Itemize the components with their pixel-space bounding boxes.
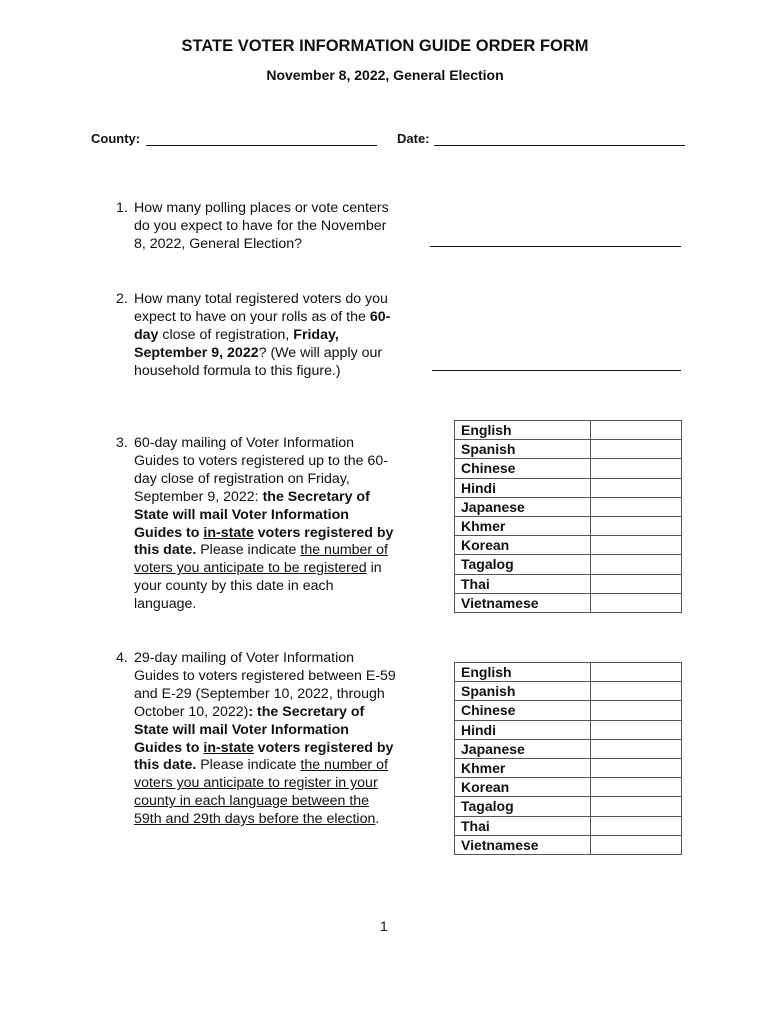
q1-answer-input[interactable] — [434, 229, 679, 244]
text-run: 29-day mailing of Voter Information Guides to voters registered between E-59 and E-29 (September 10, 2022, through October 10, 2022) — [134, 650, 396, 720]
text-run: Please indicate — [196, 542, 301, 559]
language-name: Japanese — [455, 739, 591, 758]
language-count-input[interactable] — [591, 797, 681, 815]
language-count-input[interactable] — [591, 778, 681, 796]
language-row — [455, 536, 682, 555]
language-count-input[interactable] — [591, 817, 681, 835]
language-count-cell[interactable] — [591, 459, 682, 478]
bold-text: 60-day — [134, 308, 391, 343]
language-row — [455, 440, 682, 459]
language-name: Khmer — [455, 758, 591, 777]
language-count-input[interactable] — [591, 555, 681, 573]
language-row — [455, 497, 682, 516]
language-count-input[interactable] — [591, 517, 681, 535]
language-count-cell[interactable] — [591, 593, 682, 612]
language-row — [455, 421, 682, 440]
bold-underlined-text: in-state — [203, 739, 254, 756]
q1-answer-underline — [430, 246, 681, 247]
language-name: Hindi — [455, 478, 591, 497]
language-name: Tagalog — [455, 555, 591, 574]
question-number: 3. — [116, 435, 128, 451]
language-row — [455, 816, 682, 835]
question-number: 1. — [116, 200, 128, 216]
language-name: Chinese — [455, 701, 591, 720]
language-count-input[interactable] — [591, 740, 681, 758]
county-underline — [146, 145, 377, 146]
bold-text: : the Secretary of State will mail Voter Information Guides to — [134, 703, 365, 756]
date-label: Date: — [397, 131, 430, 146]
question-text — [134, 291, 396, 381]
language-count-input[interactable] — [591, 440, 681, 458]
bold-text: voters registered by this date. — [134, 739, 394, 774]
text-run: . — [375, 811, 380, 828]
language-name: Khmer — [455, 516, 591, 535]
language-row — [455, 516, 682, 535]
question-text — [134, 435, 396, 614]
language-count-input[interactable] — [591, 663, 681, 681]
bold-text: Friday, September 9, 2022 — [134, 326, 339, 361]
language-count-cell[interactable] — [591, 835, 682, 854]
underlined-text: the number of voters you anticipate to be registered — [134, 542, 388, 577]
language-count-input[interactable] — [591, 721, 681, 739]
language-name: Spanish — [455, 440, 591, 459]
language-count-cell[interactable] — [591, 478, 682, 497]
language-name: English — [455, 663, 591, 682]
language-count-cell[interactable] — [591, 663, 682, 682]
county-input[interactable] — [150, 129, 375, 144]
language-table-q4 — [454, 662, 682, 855]
text-run: ? (We will apply our household formula to this figure.) — [134, 344, 383, 379]
text-run: Please indicate — [196, 757, 301, 774]
language-count-input[interactable] — [591, 701, 681, 719]
language-count-input[interactable] — [591, 536, 681, 554]
language-count-cell[interactable] — [591, 555, 682, 574]
language-row — [455, 835, 682, 854]
language-count-cell[interactable] — [591, 720, 682, 739]
text-run: 60-day mailing of Voter Information Guides to voters registered up to the 60-day close of registration on Friday, September 9, 2022: — [134, 435, 388, 505]
question-number: 4. — [116, 650, 128, 666]
language-row — [455, 555, 682, 574]
language-row — [455, 720, 682, 739]
date-underline — [434, 145, 685, 146]
language-row — [455, 682, 682, 701]
question-2 — [116, 291, 396, 381]
language-count-cell[interactable] — [591, 739, 682, 758]
language-name: Spanish — [455, 682, 591, 701]
date-input[interactable] — [438, 129, 683, 144]
language-count-input[interactable] — [591, 759, 681, 777]
language-row — [455, 574, 682, 593]
question-3 — [116, 435, 396, 614]
language-count-input[interactable] — [591, 498, 681, 516]
language-count-cell[interactable] — [591, 778, 682, 797]
language-name: English — [455, 421, 591, 440]
language-count-cell[interactable] — [591, 421, 682, 440]
language-row — [455, 663, 682, 682]
language-row — [455, 478, 682, 497]
language-count-input[interactable] — [591, 421, 681, 439]
bold-underlined-text: in-state — [203, 524, 254, 541]
question-number: 2. — [116, 291, 128, 307]
bold-text: voters registered by this date. — [134, 524, 394, 559]
county-label: County: — [91, 131, 141, 146]
text-run: in your county by this date in each language. — [134, 560, 382, 613]
language-count-cell[interactable] — [591, 816, 682, 835]
language-count-input[interactable] — [591, 575, 681, 593]
election-subtitle: November 8, 2022, General Election — [266, 67, 504, 83]
language-count-cell[interactable] — [591, 536, 682, 555]
language-row — [455, 797, 682, 816]
language-name: Japanese — [455, 497, 591, 516]
language-count-cell[interactable] — [591, 701, 682, 720]
language-row — [455, 758, 682, 777]
language-name: Korean — [455, 778, 591, 797]
bold-text: the Secretary of State will mail Voter Information Guides to — [134, 488, 370, 541]
q2-answer-input[interactable] — [436, 353, 679, 368]
language-name: Thai — [455, 574, 591, 593]
language-row — [455, 459, 682, 478]
language-name: Hindi — [455, 720, 591, 739]
language-row — [455, 593, 682, 612]
language-count-input[interactable] — [591, 836, 681, 854]
underlined-text: the number of voters you anticipate to register in your county in each language between the 59th and 29th days before the election — [134, 757, 388, 828]
language-row — [455, 701, 682, 720]
q2-answer-underline — [432, 370, 681, 371]
language-row — [455, 739, 682, 758]
language-row — [455, 778, 682, 797]
language-count-cell[interactable] — [591, 516, 682, 535]
language-table-q3 — [454, 420, 682, 613]
form-title: STATE VOTER INFORMATION GUIDE ORDER FORM — [181, 37, 589, 55]
question-1 — [116, 200, 396, 254]
text-run: How many total registered voters do you expect to have on your rolls as of the — [134, 291, 388, 325]
text-run: close of registration, — [158, 326, 294, 343]
language-count-input[interactable] — [591, 682, 681, 700]
language-name: Thai — [455, 816, 591, 835]
language-name: Vietnamese — [455, 593, 591, 612]
language-count-cell[interactable] — [591, 758, 682, 777]
question-text — [134, 650, 396, 829]
page-number: 1 — [380, 918, 388, 934]
question-4 — [116, 650, 396, 829]
language-count-cell[interactable] — [591, 440, 682, 459]
language-name: Tagalog — [455, 797, 591, 816]
question-text: How many polling places or vote centers do you expect to have for the November 8, 2022, General Election? — [134, 200, 389, 252]
language-count-cell[interactable] — [591, 497, 682, 516]
language-count-input[interactable] — [591, 479, 681, 497]
language-count-cell[interactable] — [591, 574, 682, 593]
language-count-cell[interactable] — [591, 797, 682, 816]
language-name: Chinese — [455, 459, 591, 478]
language-name: Korean — [455, 536, 591, 555]
language-count-cell[interactable] — [591, 682, 682, 701]
language-count-input[interactable] — [591, 459, 681, 477]
language-count-input[interactable] — [591, 594, 681, 612]
language-name: Vietnamese — [455, 835, 591, 854]
